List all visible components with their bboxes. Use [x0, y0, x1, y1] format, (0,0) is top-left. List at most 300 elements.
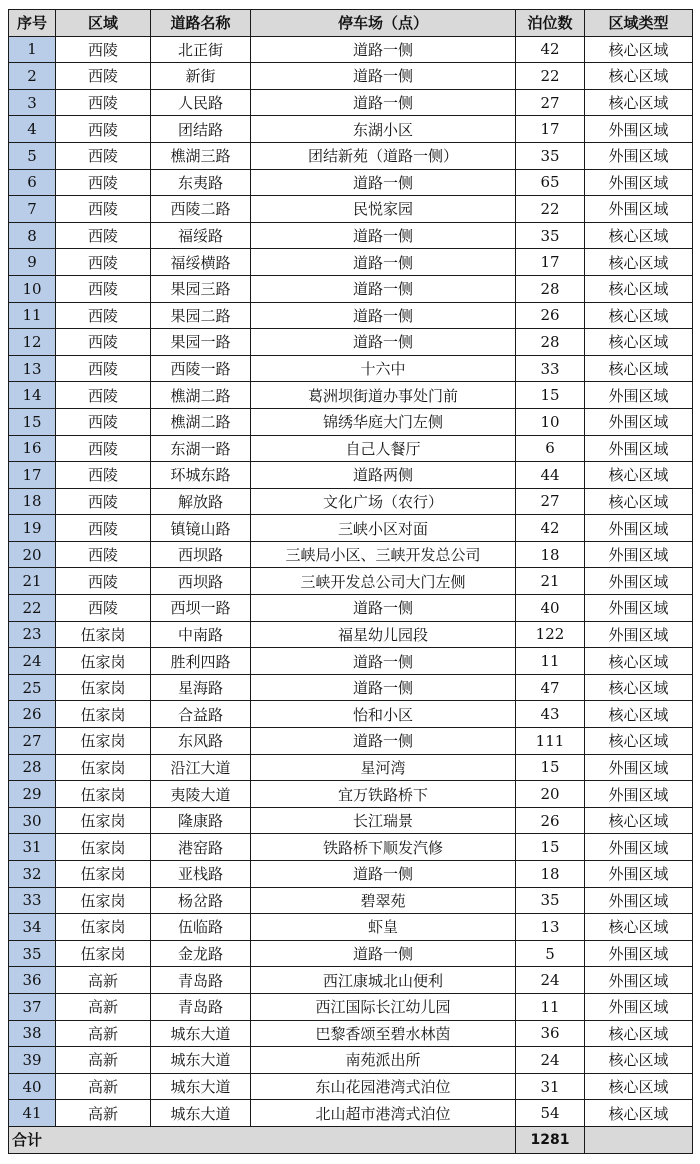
cell-index: 20	[9, 541, 56, 568]
cell-parking-lot: 道路一侧	[251, 329, 516, 356]
cell-index: 2	[9, 63, 56, 90]
table-row	[9, 382, 693, 409]
cell-berth-count: 20	[516, 781, 585, 808]
cell-parking-lot: 铁路桥下顺发汽修	[251, 834, 516, 861]
cell-district: 西陵	[56, 382, 151, 409]
cell-zone-type: 外围区域	[585, 861, 693, 888]
cell-berth-count: 42	[516, 515, 585, 542]
cell-parking-lot: 碧翠苑	[251, 887, 516, 914]
cell-index: 26	[9, 701, 56, 728]
cell-index: 31	[9, 834, 56, 861]
table-row	[9, 754, 693, 781]
table-row	[9, 621, 693, 648]
cell-index: 38	[9, 1020, 56, 1047]
cell-berth-count: 36	[516, 1020, 585, 1047]
cell-zone-type: 外围区域	[585, 887, 693, 914]
cell-index: 4	[9, 116, 56, 143]
cell-parking-lot: 道路一侧	[251, 302, 516, 329]
cell-index: 9	[9, 249, 56, 276]
cell-berth-count: 44	[516, 462, 585, 489]
table-footer	[9, 1126, 693, 1153]
cell-district: 伍家岗	[56, 674, 151, 701]
table-row	[9, 940, 693, 967]
table-row	[9, 861, 693, 888]
cell-berth-count: 35	[516, 887, 585, 914]
cell-berth-count: 18	[516, 861, 585, 888]
cell-road-name: 城东大道	[151, 1047, 251, 1074]
cell-index: 14	[9, 382, 56, 409]
cell-index: 22	[9, 595, 56, 622]
cell-index: 32	[9, 861, 56, 888]
cell-index: 41	[9, 1100, 56, 1127]
cell-road-name: 果园一路	[151, 329, 251, 356]
cell-road-name: 解放路	[151, 488, 251, 515]
cell-road-name: 西坝路	[151, 568, 251, 595]
cell-index: 3	[9, 89, 56, 116]
cell-berth-count: 18	[516, 541, 585, 568]
cell-zone-type: 外围区域	[585, 834, 693, 861]
cell-index: 24	[9, 648, 56, 675]
cell-district: 西陵	[56, 275, 151, 302]
cell-road-name: 樵湖二路	[151, 408, 251, 435]
cell-index: 11	[9, 302, 56, 329]
cell-berth-count: 15	[516, 754, 585, 781]
cell-zone-type: 核心区域	[585, 648, 693, 675]
cell-parking-lot: 民悦家园	[251, 196, 516, 223]
cell-road-name: 青岛路	[151, 967, 251, 994]
cell-berth-count: 28	[516, 275, 585, 302]
cell-parking-lot: 南苑派出所	[251, 1047, 516, 1074]
cell-index: 8	[9, 222, 56, 249]
table-row	[9, 408, 693, 435]
cell-parking-lot: 十六中	[251, 355, 516, 382]
cell-road-name: 青岛路	[151, 993, 251, 1020]
cell-parking-lot: 道路一侧	[251, 674, 516, 701]
cell-road-name: 沿江大道	[151, 754, 251, 781]
cell-berth-count: 22	[516, 196, 585, 223]
cell-district: 西陵	[56, 302, 151, 329]
cell-road-name: 人民路	[151, 89, 251, 116]
cell-berth-count: 21	[516, 568, 585, 595]
cell-parking-lot: 三峡开发总公司大门左侧	[251, 568, 516, 595]
cell-district: 高新	[56, 1073, 151, 1100]
cell-zone-type: 外围区域	[585, 116, 693, 143]
cell-zone-type: 核心区域	[585, 222, 693, 249]
cell-road-name: 果园三路	[151, 275, 251, 302]
table-row	[9, 595, 693, 622]
cell-parking-lot: 道路一侧	[251, 63, 516, 90]
cell-index: 28	[9, 754, 56, 781]
cell-berth-count: 24	[516, 967, 585, 994]
cell-district: 高新	[56, 1020, 151, 1047]
cell-district: 西陵	[56, 36, 151, 63]
cell-zone-type: 外围区域	[585, 169, 693, 196]
cell-index: 30	[9, 807, 56, 834]
table-row	[9, 1047, 693, 1074]
cell-district: 西陵	[56, 222, 151, 249]
table-row	[9, 249, 693, 276]
header-zone-type: 区域类型	[585, 10, 693, 37]
cell-district: 西陵	[56, 89, 151, 116]
cell-parking-lot: 宜万铁路桥下	[251, 781, 516, 808]
cell-road-name: 樵湖三路	[151, 142, 251, 169]
table-row	[9, 648, 693, 675]
cell-parking-lot: 道路一侧	[251, 249, 516, 276]
table-row	[9, 222, 693, 249]
cell-district: 西陵	[56, 515, 151, 542]
cell-parking-lot: 道路一侧	[251, 595, 516, 622]
cell-parking-lot: 东湖小区	[251, 116, 516, 143]
cell-road-name: 镇镜山路	[151, 515, 251, 542]
cell-zone-type: 核心区域	[585, 36, 693, 63]
cell-zone-type: 外围区域	[585, 196, 693, 223]
cell-zone-type: 外围区域	[585, 781, 693, 808]
cell-district: 高新	[56, 967, 151, 994]
cell-index: 29	[9, 781, 56, 808]
cell-berth-count: 122	[516, 621, 585, 648]
cell-parking-lot: 道路一侧	[251, 36, 516, 63]
cell-road-name: 东夷路	[151, 169, 251, 196]
cell-berth-count: 22	[516, 63, 585, 90]
cell-zone-type: 外围区域	[585, 435, 693, 462]
cell-parking-lot: 道路一侧	[251, 222, 516, 249]
cell-berth-count: 24	[516, 1047, 585, 1074]
header-berth-count: 泊位数	[516, 10, 585, 37]
cell-index: 27	[9, 728, 56, 755]
cell-district: 西陵	[56, 595, 151, 622]
cell-berth-count: 111	[516, 728, 585, 755]
cell-zone-type: 核心区域	[585, 488, 693, 515]
cell-road-name: 隆康路	[151, 807, 251, 834]
cell-district: 西陵	[56, 116, 151, 143]
cell-district: 西陵	[56, 488, 151, 515]
table-row	[9, 728, 693, 755]
cell-district: 高新	[56, 1047, 151, 1074]
table-row	[9, 142, 693, 169]
cell-zone-type: 外围区域	[585, 541, 693, 568]
table-row	[9, 1073, 693, 1100]
cell-zone-type: 核心区域	[585, 89, 693, 116]
cell-district: 伍家岗	[56, 648, 151, 675]
cell-road-name: 城东大道	[151, 1020, 251, 1047]
header-row	[9, 10, 693, 37]
header-index: 序号	[9, 10, 56, 37]
cell-zone-type: 核心区域	[585, 275, 693, 302]
total-value: 1281	[516, 1126, 585, 1153]
cell-road-name: 西坝一路	[151, 595, 251, 622]
cell-zone-type: 核心区域	[585, 914, 693, 941]
table-row	[9, 435, 693, 462]
total-empty-cell	[585, 1126, 693, 1153]
cell-zone-type: 外围区域	[585, 993, 693, 1020]
cell-index: 25	[9, 674, 56, 701]
header-road-name: 道路名称	[151, 10, 251, 37]
cell-road-name: 星海路	[151, 674, 251, 701]
cell-zone-type: 核心区域	[585, 1073, 693, 1100]
cell-road-name: 环城东路	[151, 462, 251, 489]
cell-zone-type: 外围区域	[585, 382, 693, 409]
cell-district: 伍家岗	[56, 887, 151, 914]
cell-parking-lot: 道路一侧	[251, 89, 516, 116]
cell-road-name: 城东大道	[151, 1100, 251, 1127]
cell-parking-lot: 葛洲坝街道办事处门前	[251, 382, 516, 409]
table-row	[9, 488, 693, 515]
header-parking-lot: 停车场（点）	[251, 10, 516, 37]
cell-district: 西陵	[56, 541, 151, 568]
cell-district: 伍家岗	[56, 807, 151, 834]
cell-zone-type: 核心区域	[585, 63, 693, 90]
cell-berth-count: 42	[516, 36, 585, 63]
table-row	[9, 196, 693, 223]
header-district: 区域	[56, 10, 151, 37]
cell-road-name: 合益路	[151, 701, 251, 728]
cell-berth-count: 27	[516, 488, 585, 515]
table-row	[9, 1020, 693, 1047]
cell-district: 伍家岗	[56, 914, 151, 941]
table-row	[9, 116, 693, 143]
cell-parking-lot: 北山超市港湾式泊位	[251, 1100, 516, 1127]
cell-zone-type: 核心区域	[585, 462, 693, 489]
cell-berth-count: 26	[516, 302, 585, 329]
table-row	[9, 781, 693, 808]
cell-road-name: 胜利四路	[151, 648, 251, 675]
cell-berth-count: 43	[516, 701, 585, 728]
cell-district: 伍家岗	[56, 728, 151, 755]
cell-zone-type: 核心区域	[585, 249, 693, 276]
cell-berth-count: 33	[516, 355, 585, 382]
cell-berth-count: 54	[516, 1100, 585, 1127]
cell-parking-lot: 锦绣华庭大门左侧	[251, 408, 516, 435]
parking-table	[8, 9, 693, 1154]
cell-parking-lot: 长江瑞景	[251, 807, 516, 834]
table-row	[9, 63, 693, 90]
cell-road-name: 港窑路	[151, 834, 251, 861]
cell-parking-lot: 道路一侧	[251, 861, 516, 888]
cell-district: 伍家岗	[56, 940, 151, 967]
cell-road-name: 西陵一路	[151, 355, 251, 382]
cell-berth-count: 28	[516, 329, 585, 356]
cell-zone-type: 外围区域	[585, 754, 693, 781]
cell-district: 伍家岗	[56, 701, 151, 728]
cell-district: 西陵	[56, 355, 151, 382]
table-row	[9, 89, 693, 116]
cell-index: 12	[9, 329, 56, 356]
cell-berth-count: 31	[516, 1073, 585, 1100]
cell-parking-lot: 自己人餐厅	[251, 435, 516, 462]
table-row	[9, 568, 693, 595]
table-row	[9, 36, 693, 63]
cell-road-name: 中南路	[151, 621, 251, 648]
cell-district: 西陵	[56, 568, 151, 595]
cell-parking-lot: 三峡小区对面	[251, 515, 516, 542]
cell-index: 15	[9, 408, 56, 435]
cell-index: 23	[9, 621, 56, 648]
cell-road-name: 西坝路	[151, 541, 251, 568]
cell-berth-count: 10	[516, 408, 585, 435]
total-row	[9, 1126, 693, 1153]
cell-zone-type: 核心区域	[585, 728, 693, 755]
cell-parking-lot: 道路一侧	[251, 275, 516, 302]
table-row	[9, 674, 693, 701]
table-row	[9, 807, 693, 834]
cell-parking-lot: 道路一侧	[251, 728, 516, 755]
cell-parking-lot: 星河湾	[251, 754, 516, 781]
table-row	[9, 302, 693, 329]
cell-berth-count: 13	[516, 914, 585, 941]
cell-district: 西陵	[56, 142, 151, 169]
cell-index: 36	[9, 967, 56, 994]
cell-zone-type: 外围区域	[585, 967, 693, 994]
cell-road-name: 新街	[151, 63, 251, 90]
cell-berth-count: 26	[516, 807, 585, 834]
cell-parking-lot: 三峡局小区、三峡开发总公司	[251, 541, 516, 568]
cell-zone-type: 外围区域	[585, 142, 693, 169]
table-row	[9, 329, 693, 356]
cell-district: 西陵	[56, 329, 151, 356]
table-body	[9, 36, 693, 1126]
table-row	[9, 462, 693, 489]
cell-berth-count: 17	[516, 116, 585, 143]
total-label: 合计	[9, 1126, 516, 1153]
table-header	[9, 10, 693, 37]
cell-road-name: 团结路	[151, 116, 251, 143]
cell-road-name: 伍临路	[151, 914, 251, 941]
cell-district: 伍家岗	[56, 621, 151, 648]
cell-zone-type: 外围区域	[585, 568, 693, 595]
cell-berth-count: 15	[516, 382, 585, 409]
cell-parking-lot: 道路一侧	[251, 648, 516, 675]
table-row	[9, 1100, 693, 1127]
cell-zone-type: 核心区域	[585, 1047, 693, 1074]
cell-district: 西陵	[56, 196, 151, 223]
cell-district: 西陵	[56, 462, 151, 489]
cell-berth-count: 27	[516, 89, 585, 116]
cell-berth-count: 35	[516, 142, 585, 169]
table-row	[9, 169, 693, 196]
cell-parking-lot: 道路一侧	[251, 940, 516, 967]
cell-zone-type: 外围区域	[585, 940, 693, 967]
cell-parking-lot: 怡和小区	[251, 701, 516, 728]
cell-zone-type: 外围区域	[585, 515, 693, 542]
table-row	[9, 275, 693, 302]
cell-zone-type: 核心区域	[585, 329, 693, 356]
cell-zone-type: 核心区域	[585, 674, 693, 701]
cell-zone-type: 外围区域	[585, 595, 693, 622]
cell-zone-type: 核心区域	[585, 302, 693, 329]
cell-berth-count: 17	[516, 249, 585, 276]
cell-parking-lot: 文化广场（农行）	[251, 488, 516, 515]
cell-district: 伍家岗	[56, 861, 151, 888]
cell-parking-lot: 西江康城北山便利	[251, 967, 516, 994]
cell-district: 西陵	[56, 169, 151, 196]
cell-berth-count: 40	[516, 595, 585, 622]
cell-index: 33	[9, 887, 56, 914]
cell-parking-lot: 团结新苑（道路一侧）	[251, 142, 516, 169]
cell-index: 10	[9, 275, 56, 302]
cell-berth-count: 6	[516, 435, 585, 462]
cell-index: 37	[9, 993, 56, 1020]
cell-district: 高新	[56, 1100, 151, 1127]
cell-index: 13	[9, 355, 56, 382]
table-row	[9, 515, 693, 542]
cell-index: 19	[9, 515, 56, 542]
cell-district: 伍家岗	[56, 834, 151, 861]
cell-index: 1	[9, 36, 56, 63]
cell-parking-lot: 虾皇	[251, 914, 516, 941]
cell-district: 伍家岗	[56, 754, 151, 781]
cell-road-name: 樵湖二路	[151, 382, 251, 409]
cell-parking-lot: 道路一侧	[251, 169, 516, 196]
cell-road-name: 城东大道	[151, 1073, 251, 1100]
cell-berth-count: 11	[516, 993, 585, 1020]
cell-berth-count: 35	[516, 222, 585, 249]
cell-index: 39	[9, 1047, 56, 1074]
cell-zone-type: 核心区域	[585, 807, 693, 834]
table-row	[9, 887, 693, 914]
cell-berth-count: 15	[516, 834, 585, 861]
cell-road-name: 西陵二路	[151, 196, 251, 223]
cell-berth-count: 5	[516, 940, 585, 967]
cell-district: 伍家岗	[56, 781, 151, 808]
cell-zone-type: 核心区域	[585, 1020, 693, 1047]
cell-road-name: 福绥横路	[151, 249, 251, 276]
table-row	[9, 993, 693, 1020]
cell-zone-type: 核心区域	[585, 701, 693, 728]
cell-district: 高新	[56, 993, 151, 1020]
cell-index: 18	[9, 488, 56, 515]
table-row	[9, 701, 693, 728]
cell-berth-count: 65	[516, 169, 585, 196]
cell-zone-type: 核心区域	[585, 355, 693, 382]
cell-road-name: 亚栈路	[151, 861, 251, 888]
table-row	[9, 541, 693, 568]
table-row	[9, 967, 693, 994]
cell-district: 西陵	[56, 435, 151, 462]
cell-road-name: 北正街	[151, 36, 251, 63]
cell-index: 21	[9, 568, 56, 595]
cell-berth-count: 47	[516, 674, 585, 701]
cell-parking-lot: 道路两侧	[251, 462, 516, 489]
cell-district: 西陵	[56, 63, 151, 90]
cell-index: 7	[9, 196, 56, 223]
cell-road-name: 福绥路	[151, 222, 251, 249]
cell-index: 17	[9, 462, 56, 489]
cell-zone-type: 外围区域	[585, 621, 693, 648]
cell-index: 5	[9, 142, 56, 169]
cell-district: 西陵	[56, 249, 151, 276]
cell-index: 40	[9, 1073, 56, 1100]
cell-berth-count: 11	[516, 648, 585, 675]
cell-road-name: 东湖一路	[151, 435, 251, 462]
cell-zone-type: 外围区域	[585, 408, 693, 435]
cell-road-name: 果园二路	[151, 302, 251, 329]
cell-index: 34	[9, 914, 56, 941]
cell-road-name: 夷陵大道	[151, 781, 251, 808]
cell-road-name: 金龙路	[151, 940, 251, 967]
cell-district: 西陵	[56, 408, 151, 435]
cell-parking-lot: 西江国际长江幼儿园	[251, 993, 516, 1020]
cell-zone-type: 核心区域	[585, 1100, 693, 1127]
cell-index: 35	[9, 940, 56, 967]
cell-parking-lot: 东山花园港湾式泊位	[251, 1073, 516, 1100]
cell-parking-lot: 巴黎香颂至碧水林茵	[251, 1020, 516, 1047]
table-row	[9, 355, 693, 382]
table-row	[9, 914, 693, 941]
cell-parking-lot: 福星幼儿园段	[251, 621, 516, 648]
table-row	[9, 834, 693, 861]
cell-road-name: 东风路	[151, 728, 251, 755]
cell-index: 6	[9, 169, 56, 196]
